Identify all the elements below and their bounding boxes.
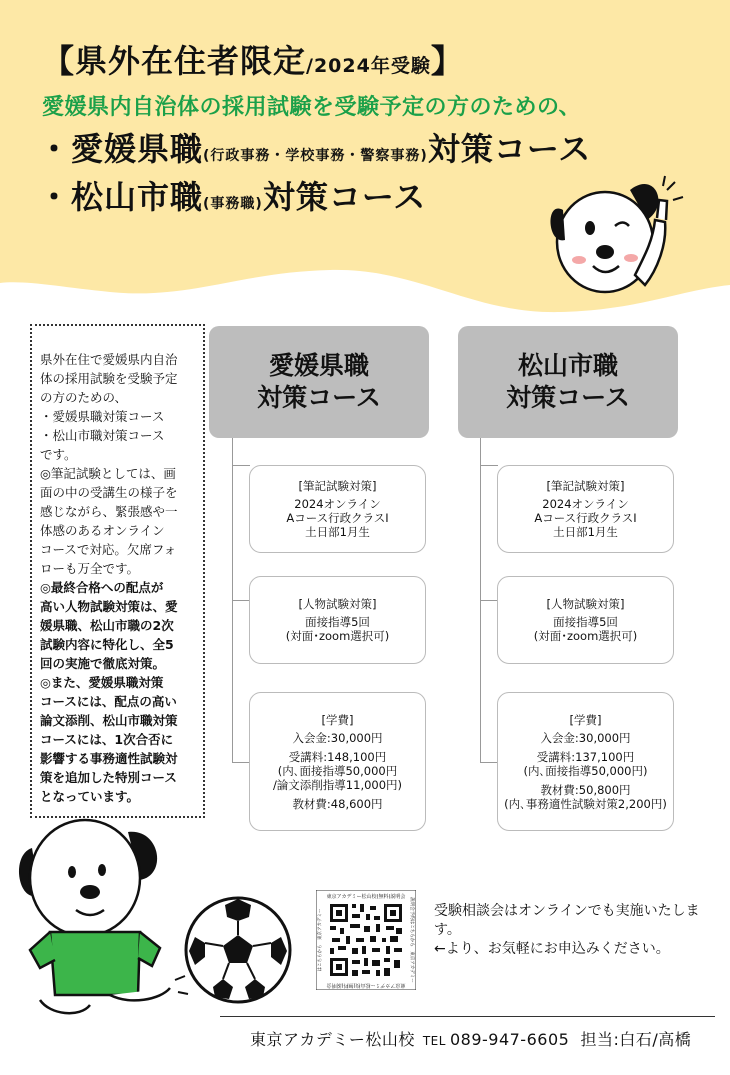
card-fees-ehime: [学費] 入会金:30,000円 受講料:148,100円 (内､面接指導50,000円 /論文添削指導11,000円) 教材費:48,600円 bbox=[249, 692, 426, 831]
connector bbox=[232, 465, 250, 466]
connector bbox=[232, 600, 250, 601]
connector bbox=[480, 600, 498, 601]
connector bbox=[480, 762, 498, 763]
card-interview-matsuyama: [人物試験対策] 面接指導5回 (対面･zoom選択可) bbox=[497, 576, 674, 664]
course-line-ehime: ・愛媛県職(行政事務・学校事務・警察事務)対策コース bbox=[38, 130, 592, 168]
mascot-dog-running-illustration bbox=[10, 800, 190, 1020]
qr-code[interactable] bbox=[316, 890, 416, 990]
mascot-dog-pointing-illustration bbox=[535, 160, 685, 310]
page-title: 【県外在住者限定/2024年受験】 bbox=[42, 42, 464, 80]
intro-description bbox=[30, 324, 205, 818]
intro-paragraph-bold: ◎最終合格への配点が 高い人物試験対策は、愛 媛県職、松山市職の2次 試験内容に特化し、全5 回の実施で徹底対策。 ◎また、愛媛県職対策 コースには、配点の高い 論文添削、松山市職対策 コースには、1次合否に 影響する事務適性試験対 策を追加した特別コース となっています。 bbox=[40, 580, 178, 804]
course-head-ehime: 愛媛県職 対策コース bbox=[209, 326, 429, 438]
card-written-exam-matsuyama: [筆記試験対策] 2024オンライン Aコース行政クラスⅠ 土日部1月生 bbox=[497, 465, 674, 553]
card-fees-matsuyama: [学費] 入会金:30,000円 受講料:137,100円 (内､面接指導50,000円) 教材費:50,800円 (内､事務適性試験対策2,200円) bbox=[497, 692, 674, 831]
qr-caption-bottom: 東京アカデミー松山校(無料)説明会 bbox=[326, 982, 406, 988]
phone-number[interactable]: 089-947-6605 bbox=[449, 1030, 570, 1049]
tel-label: TEL bbox=[422, 1034, 446, 1048]
footer-contact bbox=[250, 1027, 691, 1050]
qr-caption-top: 東京アカデミー松山校(無料)説明会 bbox=[326, 894, 406, 900]
consultation-notice: 受験相談会はオンラインでも実施いたします。 ←より、お気軽にお申込みください。 bbox=[434, 903, 700, 957]
school-name: 東京アカデミー松山校 bbox=[250, 1030, 415, 1049]
connector bbox=[480, 465, 498, 466]
contact-person: 担当:白石/高橋 bbox=[580, 1030, 692, 1049]
intro-paragraph: 県外在住で愛媛県内自治 体の採用試験を受験予定 の方のための、 ・愛媛県職対策コース ・松山市職対策コース です。 ◎筆記試験としては、画 面の中の受講生の様子を 感じながら、緊張感や一 体感のあるオンライン コースで対応。欠席フォ ローも万全です。 bbox=[40, 352, 178, 576]
qr-caption-right: 説明会予約はこちらから 東京アカデミー bbox=[409, 897, 414, 983]
card-interview-ehime: [人物試験対策] 面接指導5回 (対面･zoom選択可) bbox=[249, 576, 426, 664]
qr-caption-left: はこちらから 東京アカデミー bbox=[318, 908, 323, 972]
soccer-ball-illustration bbox=[183, 895, 293, 1005]
course-line-matsuyama: ・松山市職(事務職)対策コース bbox=[38, 178, 427, 216]
card-written-exam-ehime: [筆記試験対策] 2024オンライン Aコース行政クラスⅠ 土日部1月生 bbox=[249, 465, 426, 553]
footer-divider bbox=[220, 1016, 715, 1017]
page-subtitle: 愛媛県内自治体の採用試験を受験予定の方のための、 bbox=[42, 95, 582, 120]
course-head-matsuyama: 松山市職 対策コース bbox=[458, 326, 678, 438]
connector bbox=[232, 762, 250, 763]
